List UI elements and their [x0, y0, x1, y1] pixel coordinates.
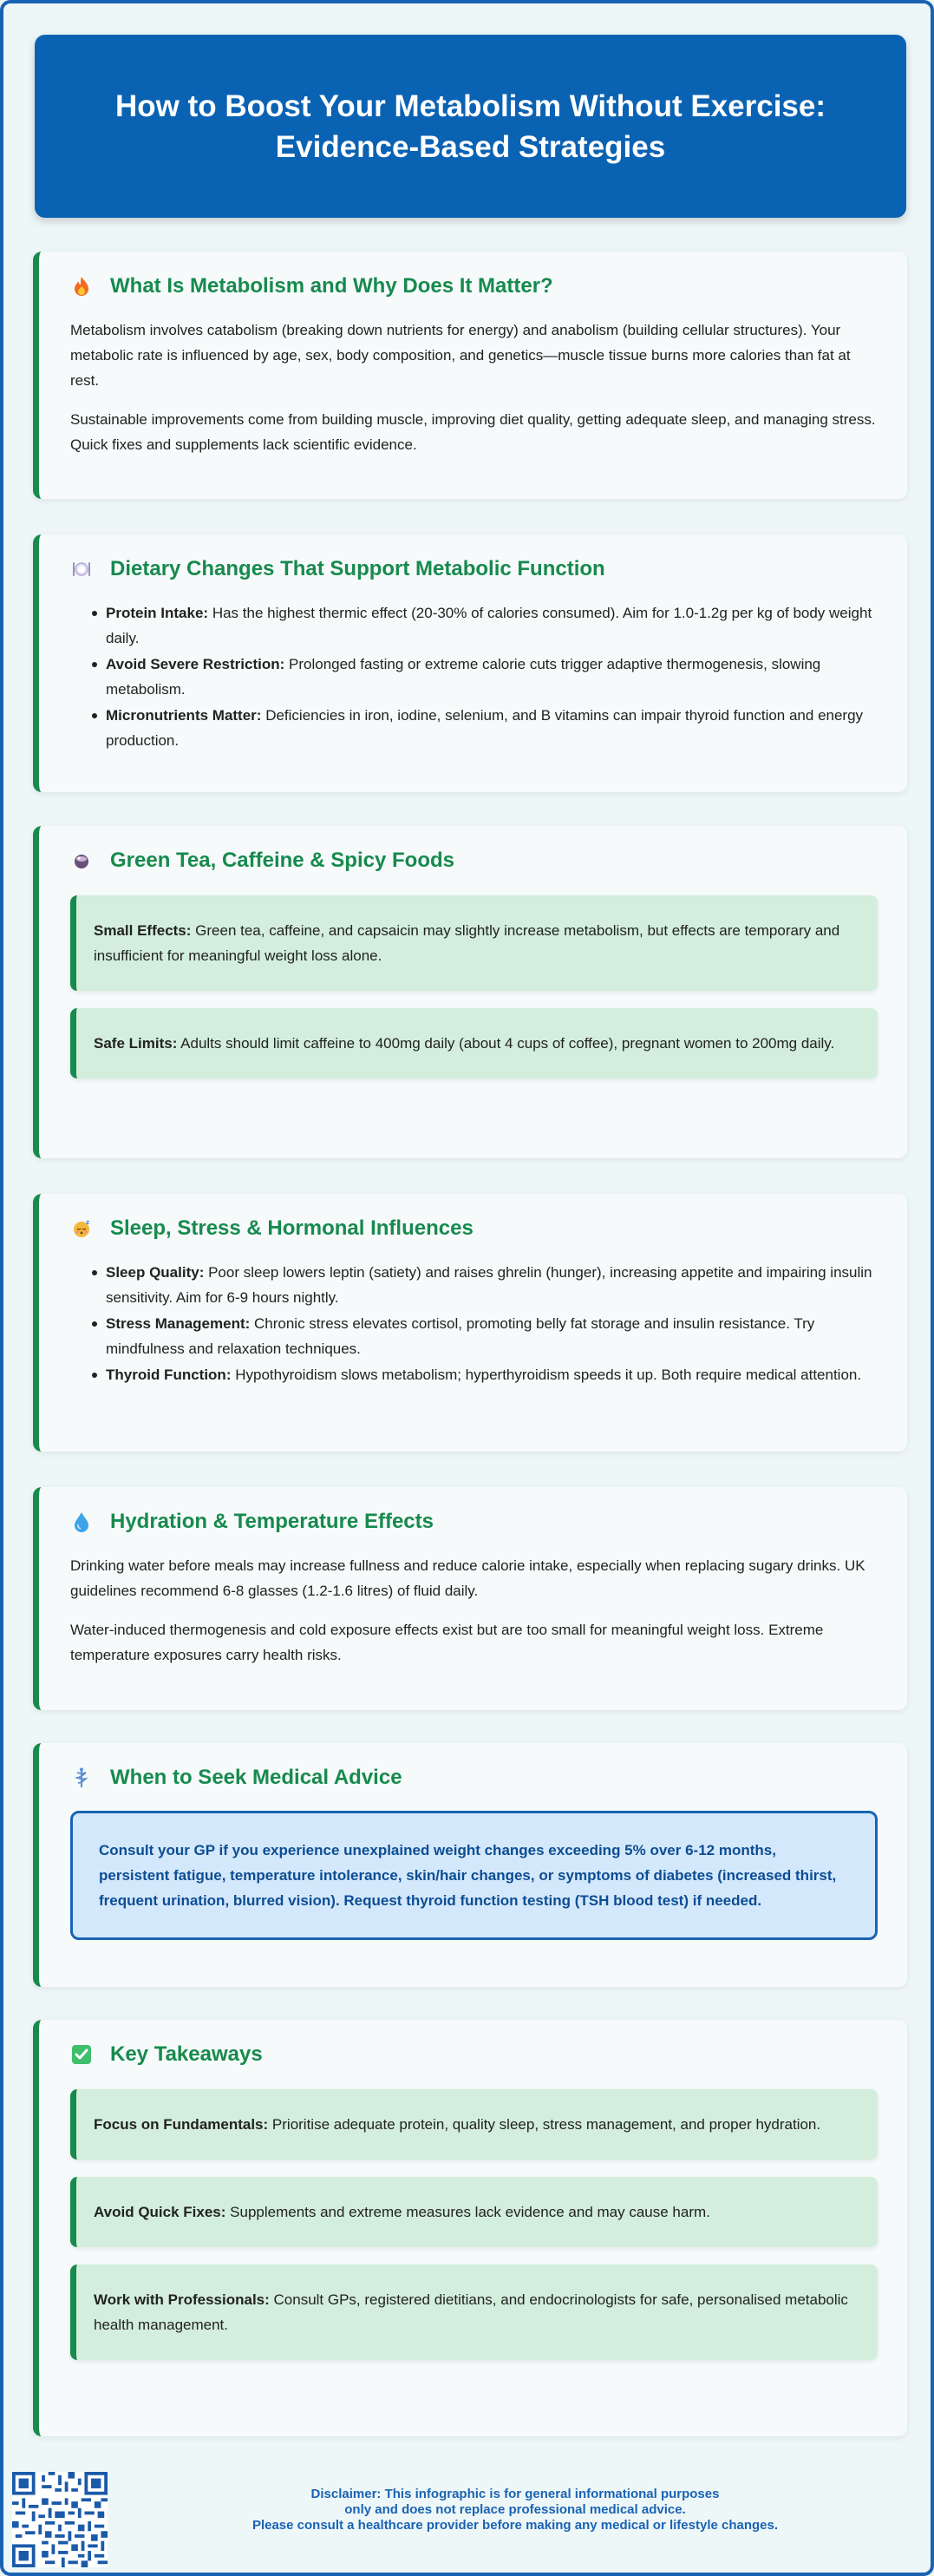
- page-title-line-1: How to Boost Your Metabolism Without Exercise:: [114, 88, 826, 123]
- list-item: Avoid Severe Restriction: Prolonged fasting or extreme calorie cuts trigger adaptive thermogenesis, slowing metabolism.: [92, 652, 878, 702]
- section-takeaways: [33, 2020, 907, 2436]
- diet-list: [70, 600, 878, 753]
- list-item: Sleep Quality: Poor sleep lowers leptin (satiety) and raises ghrelin (hunger), increasing appetite and impairing insulin sensitivity. Aim for 6-9 hours nightly.: [92, 1260, 878, 1310]
- paragraph: Drinking water before meals may increase fullness and reduce calorie intake, especially when replacing sugary drinks. UK guidelines recommend 6-8 glasses (1.2-1.6 litres) of fluid daily.: [70, 1557, 865, 1599]
- disclaimer: [125, 2487, 905, 2533]
- section-title: Sleep, Stress & Hormonal Influences: [110, 1216, 474, 1240]
- water-drop-icon: [70, 1511, 93, 1533]
- page-title-line-2: Evidence-Based Strategies: [275, 129, 666, 164]
- list-item: Thyroid Function: Hypothyroidism slows metabolism; hyperthyroidism speeds it up. Both require medical attention.: [92, 1362, 878, 1387]
- callout-box: Small Effects: Green tea, caffeine, and capsaicin may slightly increase metabolism, but effects are temporary and insufficient for meaningful weight loss alone.: [70, 895, 878, 991]
- medical-alert-box: Consult your GP if you experience unexplained weight changes exceeding 5% over 6-12 months, persistent fatigue, temperature intolerance, skin/hair changes, or symptoms of diabetes (increased thirst, frequent urination, blurred vision). Request thyroid function testing (TSH blood test) if needed.: [70, 1811, 878, 1940]
- callout-box: Safe Limits: Adults should limit caffeine to 400mg daily (about 4 cups of coffee), pregnant women to 200mg daily.: [70, 1008, 878, 1078]
- disclaimer-line-3: Please consult a healthcare provider before making any medical or lifestyle changes.: [251, 2518, 779, 2533]
- section-medical: [33, 1743, 907, 1987]
- section-diet: [33, 534, 907, 792]
- section-sleep: [33, 1194, 907, 1452]
- callout-box: Avoid Quick Fixes: Supplements and extreme measures lack evidence and may cause harm.: [70, 2177, 878, 2247]
- page-title: [115, 86, 826, 167]
- section-tea: [33, 826, 907, 1158]
- paragraph: Metabolism involves catabolism (breaking down nutrients for energy) and anabolism (building cellular structures). Your metabolic rate is influenced by age, sex, body composition, and genetics—muscle tissue burns more calories than fat at rest.: [70, 322, 851, 389]
- check-mark-icon: [70, 2043, 93, 2066]
- svg-text:z: z: [86, 1219, 90, 1226]
- paragraph: Water-induced thermogenesis and cold exposure effects exist but are too small for meaningful weight loss. Extreme temperature exposures carry health risks.: [70, 1622, 824, 1663]
- disclaimer-line-1: This infographic is for general informational purposes: [381, 2487, 720, 2501]
- disclaimer-line-2: only and does not replace professional medical advice.: [344, 2502, 686, 2517]
- section-title: Hydration & Temperature Effects: [110, 1510, 434, 1533]
- plate-icon: [70, 558, 93, 580]
- list-item: Protein Intake: Has the highest thermic effect (20-30% of calories consumed). Aim for 1.0-1.2g per kg of body weight daily.: [92, 600, 878, 651]
- sleep-face-icon: [70, 1217, 93, 1240]
- section-hydration: [33, 1487, 907, 1710]
- section-metabolism: [33, 252, 907, 499]
- page-header: [35, 35, 906, 218]
- disclaimer-label: Disclaimer:: [310, 2487, 382, 2501]
- tea-icon: [70, 849, 93, 872]
- section-title: Dietary Changes That Support Metabolic Function: [110, 557, 605, 580]
- callout-box: Work with Professionals: Consult GPs, registered dietitians, and endocrinologists for safe, personalised metabolic health management.: [70, 2265, 878, 2360]
- list-item: Micronutrients Matter: Deficiencies in iron, iodine, selenium, and B vitamins can impair thyroid function and energy production.: [92, 703, 878, 753]
- callout-box: Focus on Fundamentals: Prioritise adequate protein, quality sleep, stress management, and proper hydration.: [70, 2089, 878, 2160]
- medical-caduceus-icon: [70, 1766, 93, 1789]
- paragraph: Sustainable improvements come from building muscle, improving diet quality, getting adequate sleep, and managing stress. Quick fixes and supplements lack scientific evidence.: [70, 411, 876, 453]
- section-title: When to Seek Medical Advice: [110, 1766, 402, 1789]
- fire-icon: [70, 275, 93, 298]
- qr-code: [12, 2472, 108, 2567]
- section-title: Key Takeaways: [110, 2042, 263, 2066]
- section-title: What Is Metabolism and Why Does It Matter?: [110, 274, 553, 298]
- sleep-list: [70, 1260, 878, 1387]
- section-title: Green Tea, Caffeine & Spicy Foods: [110, 849, 454, 872]
- list-item: Stress Management: Chronic stress elevates cortisol, promoting belly fat storage and insulin resistance. Try mindfulness and relaxation techniques.: [92, 1311, 878, 1361]
